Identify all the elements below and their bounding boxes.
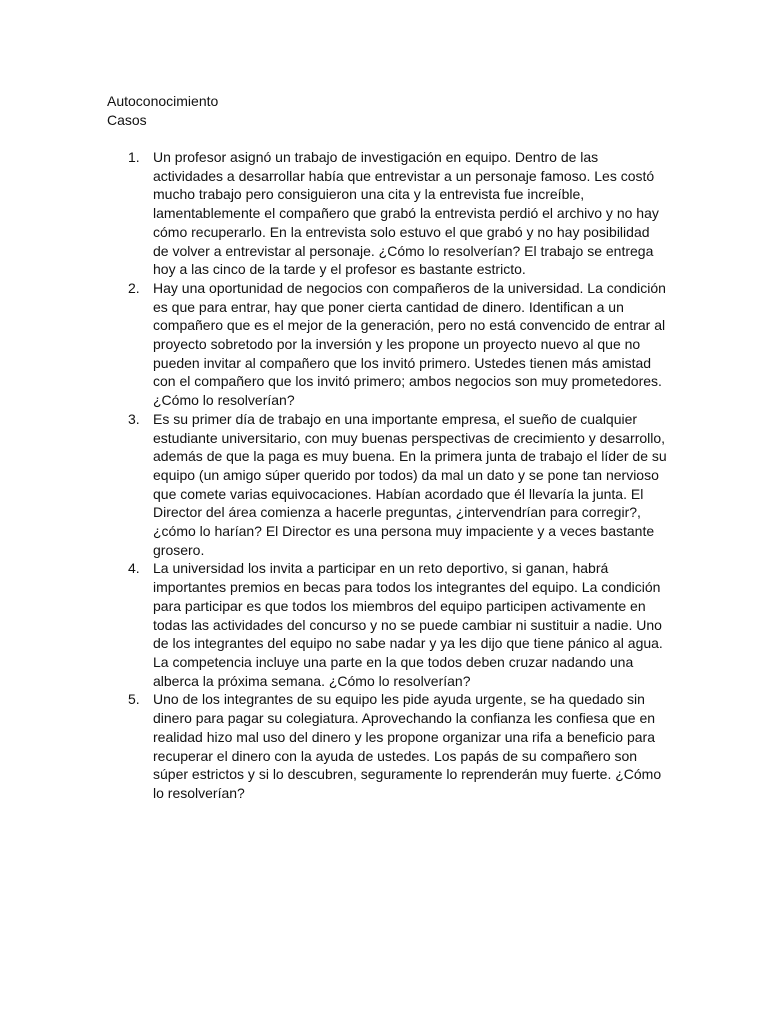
case-item-1 xyxy=(107,148,667,279)
case-list xyxy=(107,148,667,803)
case-number: 4. xyxy=(128,560,140,577)
case-text: Hay una oportunidad de negocios con compañeros de la universidad. La condición es que para entrar, hay que poner cierta cantidad de dinero. Identifican a un compañero que es el mejor de la generación, pero no está convencido de entrar al proyecto sobretodo por la inversión y les propone un proyecto nuevo al que no pueden invitar al compañero que los invitó primero. Ustedes tienen más amistad con el compañero que los invitó primero; ambos negocios son muy prometedores. ¿Cómo lo resolverían? xyxy=(153,279,666,409)
case-number: 1. xyxy=(128,149,140,165)
document-heading xyxy=(107,92,667,130)
case-number: 2. xyxy=(128,279,140,296)
case-text: Un profesor asignó un trabajo de investigación en equipo. Dentro de las actividades a desarrollar había que entrevistar a un personaje famoso. Les costó mucho trabajo pero consiguieron una cita y la entrevista fue increíble, lamentablemente el compañero que grabó la entrevista perdió el archivo y no hay cómo recuperarlo. En la entrevista solo estuvo el que grabó y no hay posibilidad de volver a entrevistar al personaje. ¿Cómo lo resolverían? El trabajo se entrega hoy a las cinco de la tarde y el profesor es bastante estricto. xyxy=(153,149,659,278)
document-title: Autoconocimiento xyxy=(107,93,219,109)
case-text: La universidad los invita a participar en un reto deportivo, si ganan, habrá importantes premios en becas para todos los integrantes del equipo. La condición para participar es que todos los miembros del equipo participen activamente en todas las actividades del concurso y no se puede cambiar ni sustituir a nadie. Uno de los integrantes del equipo no sabe nadar y ya les dijo que tiene pánico al agua. La competencia incluye una parte en la que todos deben cruzar nadando una alberca la próxima semana. ¿Cómo lo resolverían? xyxy=(153,560,663,689)
case-text: Uno de los integrantes de su equipo les pide ayuda urgente, se ha quedado sin dinero para pagar su colegiatura. Aprovechando la confianza les confiesa que en realidad hizo mal uso del dinero y les propone organizar una rifa a beneficio para recuperar el dinero con la ayuda de ustedes. Los papás de su compañero son súper estrictos y si lo descubren, seguramente lo reprenderán muy fuerte. ¿Cómo lo resolverían? xyxy=(153,691,662,801)
document-subtitle: Casos xyxy=(107,112,147,128)
case-item-4 xyxy=(107,559,667,690)
case-text: Es su primer día de trabajo en una importante empresa, el sueño de cualquier estudiante universitario, con muy buenas perspectivas de crecimiento y desarrollo, además de que la paga es muy buena. En la primera junta de trabajo el líder de su equipo (un amigo súper querido por todos) da mal un dato y se pone tan nervioso que comete varias equivocaciones. Habían acordado que él llevaría la junta. El Director del área comienza a hacerle preguntas, ¿intervendrían para corregir?, ¿cómo lo harían? El Director es una persona muy impaciente y a veces bastante grosero. xyxy=(153,410,667,558)
case-item-5 xyxy=(107,690,667,802)
case-item-2 xyxy=(107,279,667,410)
case-item-3 xyxy=(107,410,667,560)
case-number: 5. xyxy=(128,691,140,708)
case-number: 3. xyxy=(128,410,140,427)
